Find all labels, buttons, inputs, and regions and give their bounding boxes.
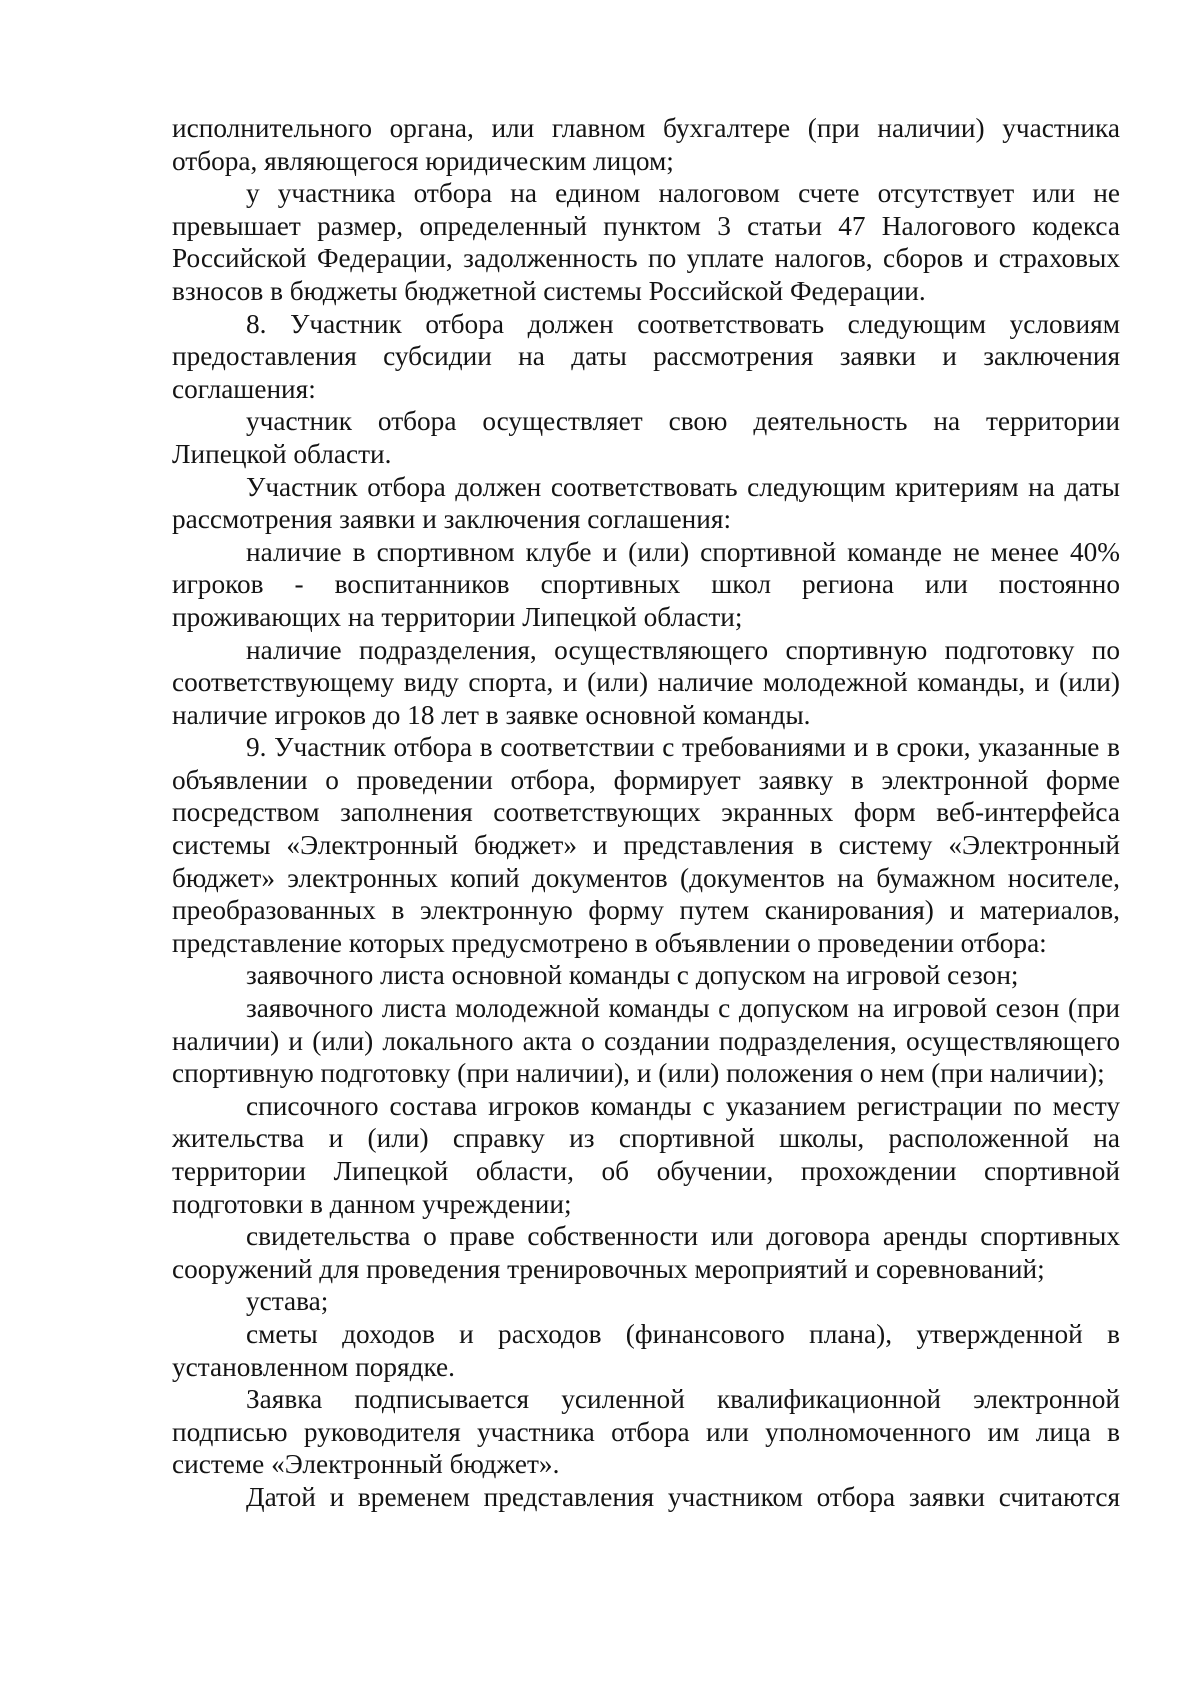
paragraph-application-signature: Заявка подписывается усиленной квалификационной электронной подписью руководителя участника отбора или уполномоченного им лица в системе «Электронный бюджет». [172,1384,1120,1480]
paragraph-doc-charter: устава; [246,1286,329,1317]
paragraph-submission-date: Датой и временем представления участником отбора заявки считаются [246,1481,1120,1512]
paragraph-item-8: 8. Участник отбора должен соответствовать следующим условиям предоставления субсидии на даты рассмотрения заявки и заключения соглашения: [172,308,1120,404]
paragraph-criterion-subdivision: наличие подразделения, осуществляющего спортивную подготовку по соответствующему виду спорта, и (или) наличие молодежной команды, и (или) наличие игроков до 18 лет в заявке основной команды. [172,634,1120,730]
paragraph-doc-youth-team-list: заявочного листа молодежной команды с допуском на игровой сезон (при наличии) и (или) локального акта о создании подразделения, осуществляющего спортивную подготовку (при наличии), и (или) положения о нем (при наличии); [172,993,1120,1089]
paragraph-doc-budget-estimate: сметы доходов и расходов (финансового плана), утвержденной в установленном порядке. [172,1318,1120,1382]
paragraph-tax-debt: у участника отбора на едином налоговом счете отсутствует или не превышает размер, определенный пунктом 3 статьи 47 Налогового кодекса Российской Федерации, задолженность по уплате налогов, сборов и страховых взносов в бюджеты бюджетной системы Российской Федерации. [172,178,1120,306]
paragraph-criterion-players: наличие в спортивном клубе и (или) спортивной команде не менее 40% игроков - воспитанников спортивных школ региона или постоянно проживающих на территории Липецкой области; [172,536,1120,632]
paragraph-doc-player-roster: списочного состава игроков команды с указанием регистрации по месту жительства и (или) справку из спортивной школы, расположенной на территории Липецкой области, об обучении, прохождении спортивной подготовки в данном учреждении; [172,1090,1120,1219]
paragraph-territory-condition: участник отбора осуществляет свою деятельность на территории Липецкой области. [172,406,1120,469]
paragraph-executive-body: исполнительного органа, или главном бухгалтере (при наличии) участника отбора, являющегося юридическим лицом; [172,113,1120,176]
paragraph-doc-main-team-list: заявочного листа основной команды с допуском на игровой сезон; [246,960,1019,991]
paragraph-item-9: 9. Участник отбора в соответствии с требованиями и в сроки, указанные в объявлении о проведении отбора, формирует заявку в электронной форме посредством заполнения соответствующих экранных форм веб-интерфейса системы «Электронный бюджет» и представления в систему «Электронный бюджет» электронных копий документов (документов на бумажном носителе, преобразованных в электронную форму путем сканирования) и материалов, представление которых предусмотрено в объявлении о проведении отбора: [172,732,1120,958]
paragraph-criteria-intro: Участник отбора должен соответствовать следующим критериям на даты рассмотрения заявки и заключения соглашения: [172,471,1120,535]
paragraph-doc-property-certificate: свидетельства о праве собственности или договора аренды спортивных сооружений для проведения тренировочных мероприятий и соревнований; [172,1221,1120,1284]
document-body [172,112,1120,1514]
